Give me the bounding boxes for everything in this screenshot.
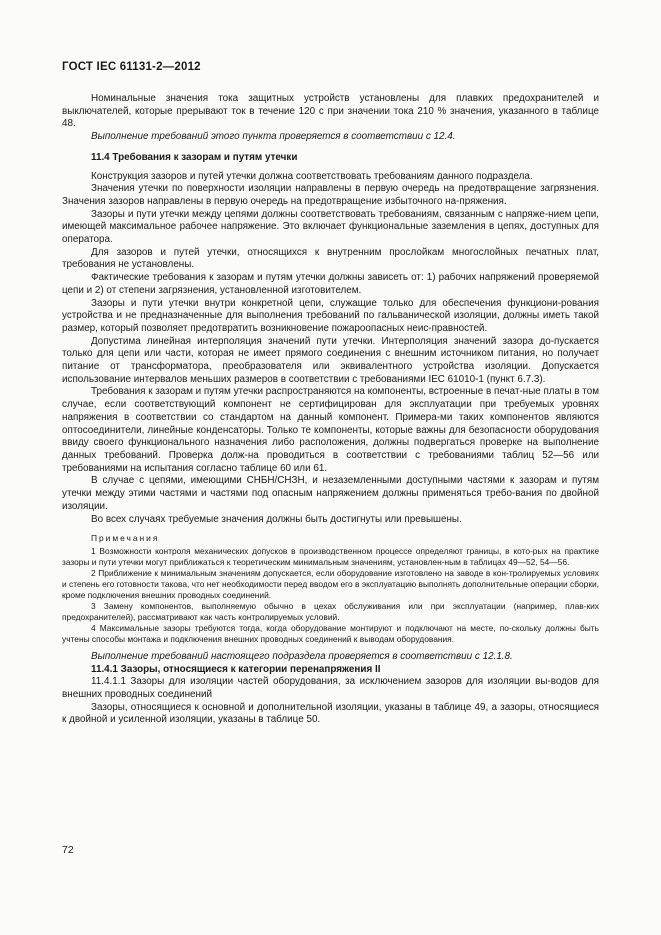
subsection-heading: 11.4.1 Зазоры, относящиеся к категории перенапряжения II: [91, 663, 381, 675]
paragraph: Зазоры и пути утечки между цепями должны соответствовать требованиям, связанным с напряже-нием цепи, имеющей максимальное рабочее напряжение. Это включает функциональные заземления в цепях, доступных для оператора.: [62, 208, 599, 246]
paragraph: Фактические требования к зазорам и путям утечки должны зависеть от: 1) рабочих напряжений проверяемой цепи и 2) от степени загрязнения, установленной изготовителем.: [62, 272, 599, 296]
paragraph: Во всех случаях требуемые значения должны быть достигнуты или превышены.: [91, 513, 462, 525]
note-item: 3 Замену компонентов, выполняемую обычно в цехах обслуживания или при эксплуатации (например, плав-ких предохранителей), рассматривают как часть контролируемых условий.: [62, 600, 599, 622]
document-header: ГОСТ IEC 61131-2—2012: [62, 61, 201, 73]
verification-note: Выполнение требований настоящего подраздела проверяется в соответствии с 12.1.8.: [91, 650, 513, 662]
paragraph: Допустима линейная интерполяция значений пути утечки. Интерполяция значений зазора до-пускается только для цепи или части, которая не имеет прямого соединения с внешним источником питания, но получает питание от трансформатора, преобразователя или эквивалентного устройства изоляции. Допускается использование интервалов меньших размеров в соответствии с требованиями IEC 61010-1 (пункт 6.7.3).: [62, 335, 599, 385]
page-body: [62, 93, 599, 727]
paragraph: В случае с цепями, имеющими СНБН/СНЗН, и незаземленными доступными частями к зазорам и путям утечки между этими частями и частями под опасным напряжением должны применяться требо-вания по двойной изоляции.: [62, 475, 599, 512]
verification-note: Выполнение требований этого пункта проверяется в соответствии с 12.4.: [91, 131, 456, 143]
note-item: 2 Приближение к минимальным значениям допускается, если оборудование изготовлено на заводе в кон-тролируемых условиях и степень его готовности такова, что нет необходимости перед вводом его в эксплуатацию выполнять дополнительные операции сборки, кроме подключения внешних проводных соединений.: [62, 567, 599, 600]
paragraph: Зазоры, относящиеся к основной и дополнительной изоляции, указаны в таблице 49, а зазоры, относящиеся к двойной и усиленной изоляции, указаны в таблице 50.: [62, 701, 599, 726]
section-heading: 11.4 Требования к зазорам и путям утечки: [91, 151, 298, 163]
page-number: 72: [62, 844, 74, 856]
paragraph: Зазоры и пути утечки внутри конкретной цепи, служащие только для обеспечения функциони-рования устройства и не предназначенные для выполнения требований по гальванической изоляции, должны иметь такой размер, который позволяет предотвратить возникновение пожароопасных неис-правностей.: [62, 297, 599, 334]
paragraph: Для зазоров и путей утечки, относящихся к внутренним прослойкам многослойных печатных плат, требования не установлены.: [62, 246, 599, 271]
paragraph: Значения утечки по поверхности изоляции направлены в первую очередь на предотвращение загрязнения. Значения зазоров направлены в первую очередь на предотвращение избыточного на-пряжения.: [62, 183, 599, 207]
paragraph: Конструкция зазоров и путей утечки должна соответствовать требованиям данного подраздела.: [91, 170, 533, 182]
notes-title: Примечания: [91, 533, 160, 544]
note-item: 4 Максимальные зазоры требуются тогда, когда оборудование монтируют и подключают на месте, по-скольку должны быть учтены способы монтажа и подключения внешних проводных соединений к выводам оборудования.: [62, 622, 599, 644]
paragraph: Номинальные значения тока защитных устройств установлены для плавких предохранителей и выключателей, которые прерывают ток в течение 120 с при значении тока 210 % значения, указанного в таблице 48.: [62, 93, 599, 130]
note-item: 1 Возможности контроля механических допусков в производственном процессе определяют границы, в кото-рых на практике зазоры и пути утечки могут приближаться к теоретическим минимальным значениям, установлен-ным в таблицах 49—52, 54—56.: [62, 545, 599, 567]
paragraph: 11.4.1.1 Зазоры для изоляции частей оборудования, за исключением зазоров для изоляции вы-водов для внешних проводных соединений: [62, 676, 599, 701]
paragraph: Требования к зазорам и путям утечки распространяются на компоненты, встроенные в печат-ные платы в том случае, если соответствующий компонент не сертифицирован для эксплуатации при требуемых уровнях напряжения в соответствии со стандартом на данный компонент. Примера-ми таких компонентов являются оптосоединители, линейные конденсаторы. Только те компоненты, которые важны для безопасности оборудования ввиду своего функционального назначения либо расположения, должны подвергаться проверке на выполнение данных требований. Проверка долж-на проводиться в соответствии с требованиями таблиц 52—56 или требованиями на испытания согласно таблице 60 или 61.: [62, 386, 599, 474]
